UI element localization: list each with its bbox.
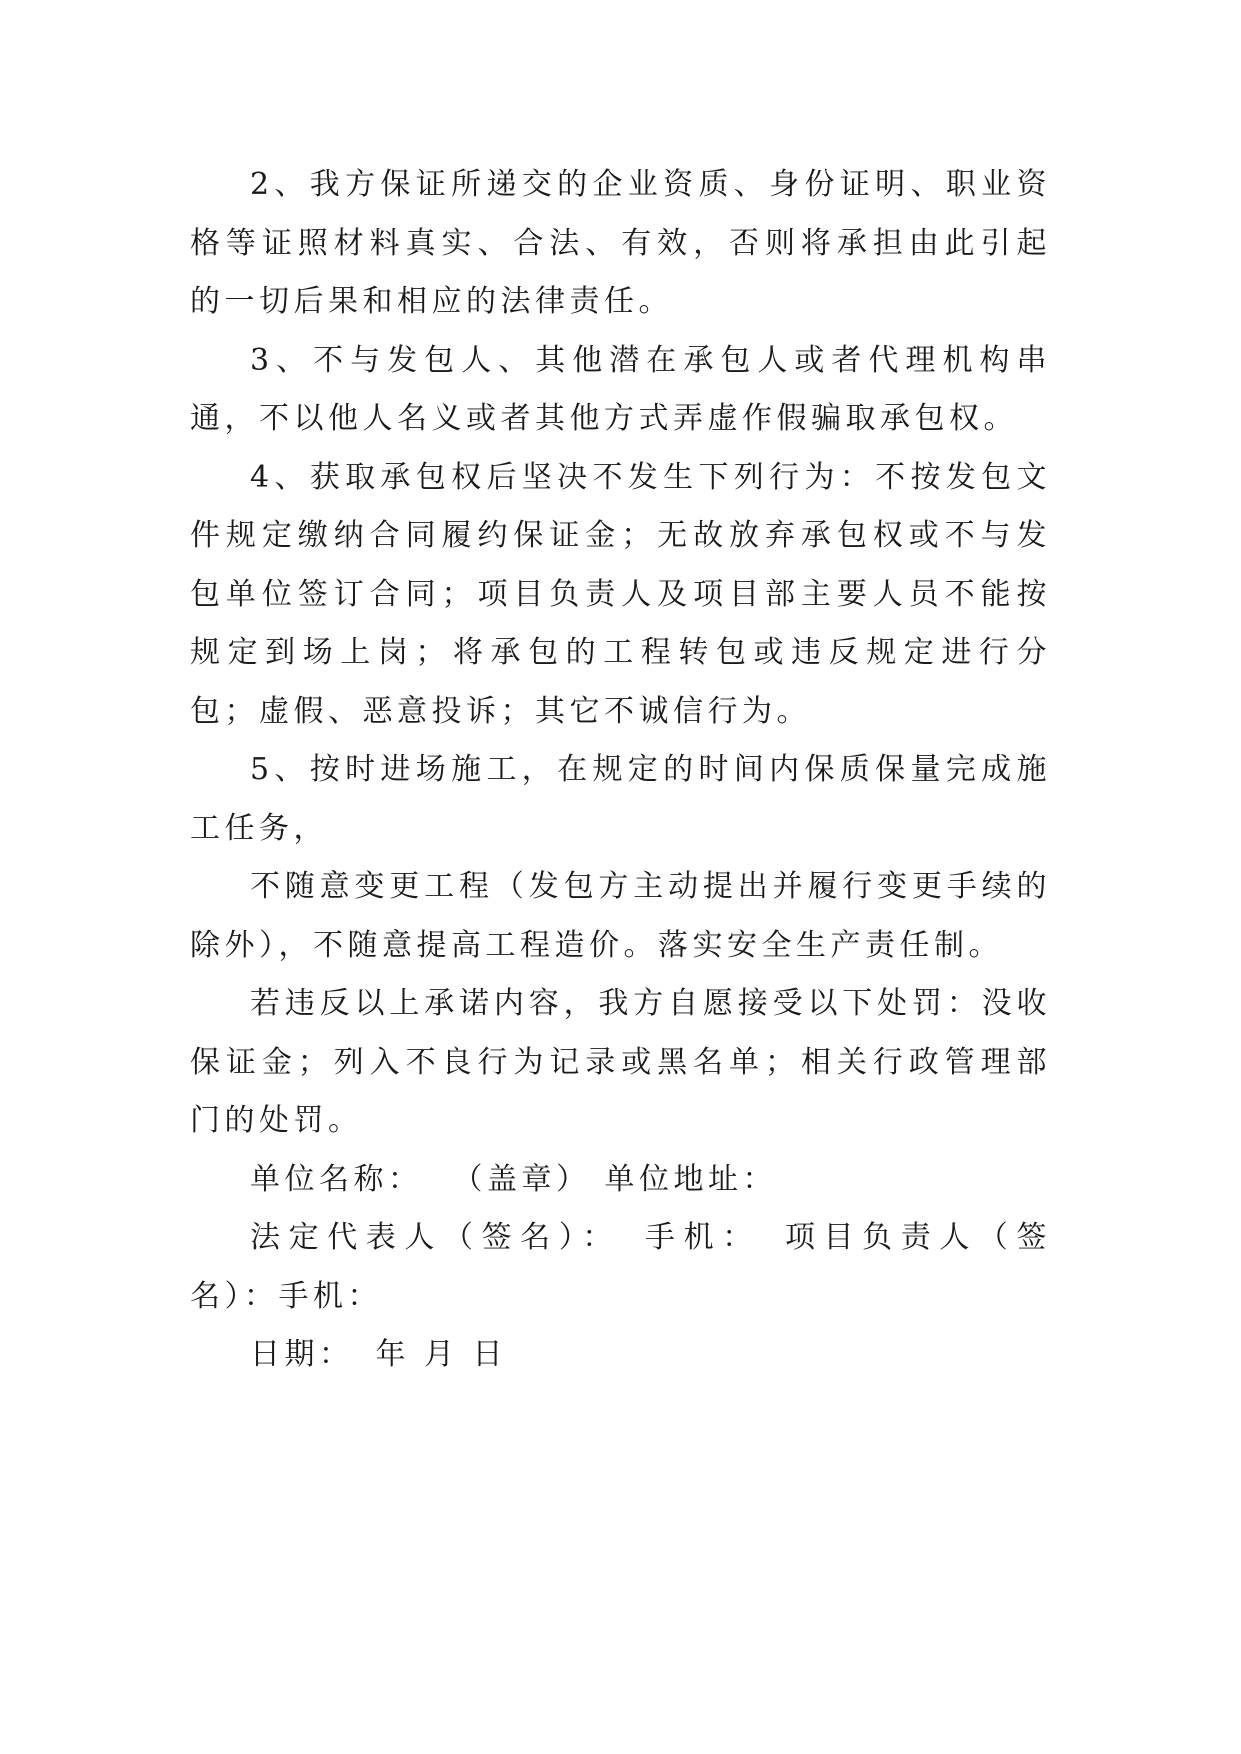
unit-name-label: 单位名称： — [250, 1161, 423, 1197]
document-body — [190, 156, 1051, 1385]
date-label: 日期： — [250, 1337, 354, 1372]
month-label: 月 — [424, 1337, 459, 1372]
clause-4: 4、获取承包权后坚决不发生下列行为：不按发包文件规定缴纳合同履约保证金；无故放弃承包权或不与发包单位签订合同；项目负责人及项目部主要人员不能按规定到场上岗；将承包的工程转包或违反规定进行分包；虚假、恶意投诉；其它不诚信行为。 — [190, 459, 1051, 729]
day-label: 日 — [472, 1337, 507, 1372]
project-lead-label: 项目负责人（签名）： — [190, 1220, 1052, 1314]
phone-label-2: 手机： — [278, 1278, 382, 1314]
clause-3: 3、不与发包人、其他潜在承包人或者代理机构串通，不以他人名义或者其他方式弄虚作假骗取承包权。 — [190, 342, 1051, 436]
legal-rep-label: 法定代表人（签名）： — [250, 1220, 621, 1255]
clause-5: 5、按时进场施工，在规定的时间内保质保量完成施工任务， — [190, 752, 1051, 846]
phone-label-1: 手机： — [640, 1220, 761, 1255]
signatory-row — [190, 1209, 1051, 1326]
clause-2: 2、我方保证所递交的企业资质、身份证明、职业资格等证照材料真实、合法、有效，否则将承担由此引起的一切后果和相应的法律责任。 — [190, 167, 1051, 319]
penalty-clause: 若违反以上承诺内容，我方自愿接受以下处罚：没收保证金；列入不良行为记录或黑名单；相关行政管理部门的处罚。 — [190, 986, 1051, 1138]
year-label: 年 — [375, 1337, 410, 1372]
unit-info-row — [190, 1151, 1051, 1210]
unit-address-label: 单位地址： — [604, 1161, 777, 1197]
date-row — [190, 1326, 1051, 1385]
clause-5-continued: 不随意变更工程（发包方主动提出并履行变更手续的除外），不随意提高工程造价。落实安全生产责任制。 — [190, 869, 1051, 963]
seal-label: （盖章） — [452, 1161, 591, 1197]
